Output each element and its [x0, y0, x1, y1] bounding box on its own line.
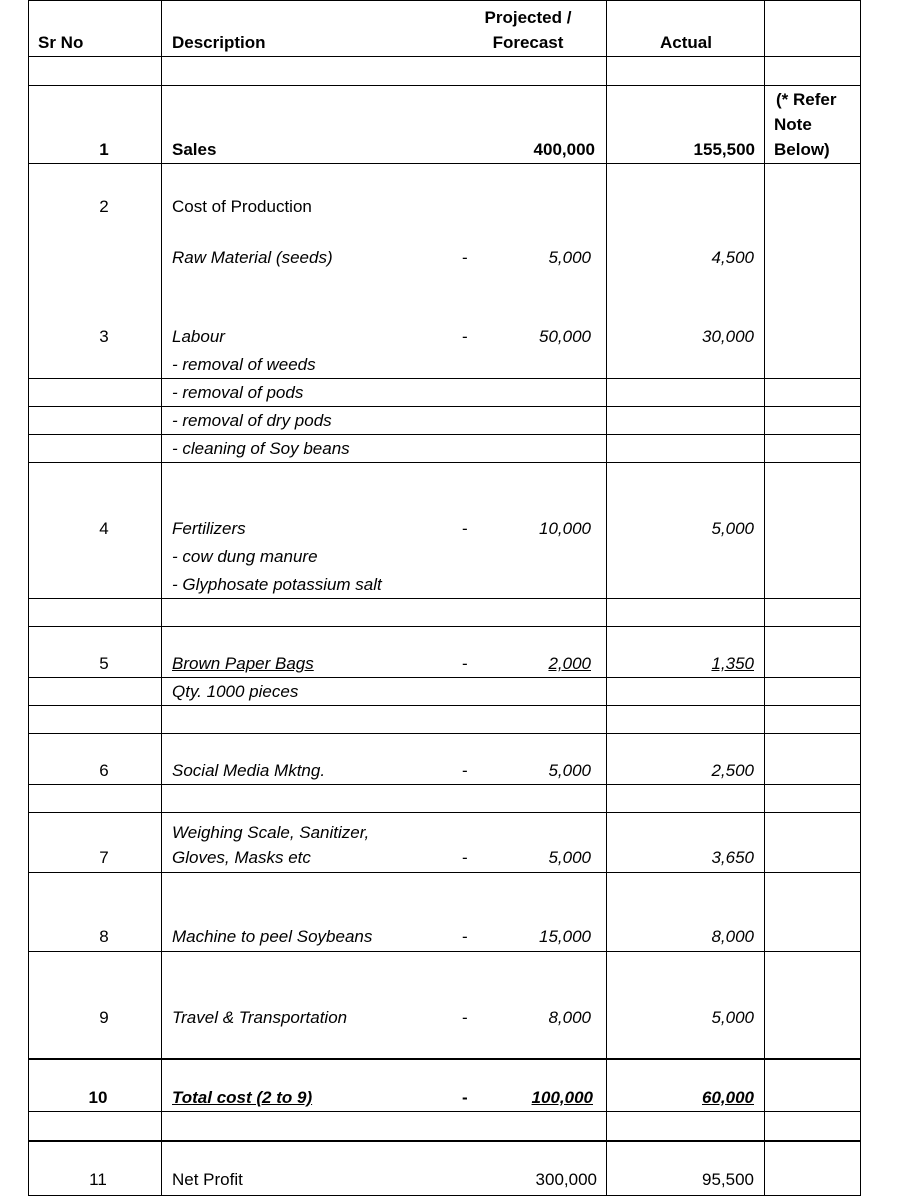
sub-item: - removal of pods: [172, 383, 304, 402]
sub-item: - cleaning of Soy beans: [172, 439, 350, 458]
sr-no: 8: [99, 927, 109, 946]
dash: -: [462, 327, 468, 346]
sub-item: - removal of dry pods: [172, 411, 332, 430]
row-border: [28, 598, 861, 599]
actual-value: 95,500: [702, 1170, 754, 1189]
row-border: [28, 951, 861, 952]
dash: -: [462, 654, 468, 673]
description-line1: Weighing Scale, Sanitizer,: [172, 823, 370, 842]
note-line1: (* Refer: [776, 90, 837, 109]
row-border: [28, 1195, 861, 1196]
actual-value: 2,500: [711, 761, 754, 780]
actual-value: 8,000: [711, 927, 754, 946]
description: Machine to peel Soybeans: [172, 927, 373, 946]
row-border: [28, 784, 861, 785]
projected-value: 10,000: [539, 519, 591, 538]
projected-value: 5,000: [548, 848, 591, 867]
sr-no: 5: [99, 654, 109, 673]
projected-value: 5,000: [548, 761, 591, 780]
row-border: [28, 378, 861, 379]
dash: -: [462, 927, 468, 946]
projected-value: 2,000: [548, 654, 591, 673]
row-border: [28, 0, 861, 1]
row-border: [28, 462, 861, 463]
row-border: [28, 1058, 861, 1060]
projected-value: 100,000: [531, 1088, 593, 1107]
description: Raw Material (seeds): [172, 248, 333, 267]
actual-value: 30,000: [702, 327, 754, 346]
row-border: [28, 163, 861, 164]
projected-value: 15,000: [539, 927, 591, 946]
note-line2: Note: [774, 115, 812, 134]
description: Gloves, Masks etc: [172, 848, 311, 867]
row-border: [28, 812, 861, 813]
row-border: [28, 705, 861, 706]
row-border: [28, 56, 861, 57]
dash: -: [462, 1008, 468, 1027]
row-border: [28, 733, 861, 734]
actual-value: 4,500: [711, 248, 754, 267]
description: Brown Paper Bags: [172, 654, 314, 673]
header-description: Description: [172, 33, 266, 52]
description: Sales: [172, 140, 217, 159]
actual-value: 5,000: [711, 519, 754, 538]
projected-value: 400,000: [533, 140, 595, 159]
row-border: [28, 434, 861, 435]
header-sr-no: Sr No: [38, 33, 84, 52]
projected-value: 300,000: [535, 1170, 597, 1189]
sr-no: 7: [99, 848, 109, 867]
row-border: [28, 406, 861, 407]
sr-no: 1: [99, 140, 109, 159]
actual-value: 5,000: [711, 1008, 754, 1027]
projected-value: 50,000: [539, 327, 591, 346]
header-actual: Actual: [660, 33, 712, 52]
actual-value: 1,350: [711, 654, 754, 673]
actual-value: 3,650: [711, 848, 754, 867]
dash: -: [462, 848, 468, 867]
description: Travel & Transportation: [172, 1008, 348, 1027]
row-border: [28, 872, 861, 873]
dash: -: [462, 1088, 468, 1107]
description: Total cost (2 to 9): [172, 1088, 313, 1107]
row-border: [28, 1111, 861, 1112]
header-projected-line1: Projected /: [484, 8, 572, 27]
dash: -: [462, 761, 468, 780]
note-line3: Below): [774, 140, 830, 159]
dash: -: [462, 248, 468, 267]
sr-no: 3: [99, 327, 109, 346]
description: Cost of Production: [172, 197, 312, 216]
header-projected-line2: Forecast: [492, 33, 564, 52]
row-border: [28, 1140, 861, 1142]
dash: -: [462, 519, 468, 538]
sr-no: 9: [99, 1008, 109, 1027]
sr-no: 4: [99, 519, 109, 538]
projected-value: 5,000: [548, 248, 591, 267]
projected-value: 8,000: [548, 1008, 591, 1027]
actual-value: 155,500: [693, 140, 755, 159]
sr-no: 2: [99, 197, 109, 216]
row-border: [28, 85, 861, 86]
description: Net Profit: [172, 1170, 243, 1189]
sr-no: 11: [89, 1170, 107, 1189]
description: Fertilizers: [172, 519, 246, 538]
actual-value: 60,000: [702, 1088, 754, 1107]
row-border: [28, 677, 861, 678]
description: Social Media Mktng.: [172, 761, 326, 780]
row-border: [28, 626, 861, 627]
sr-no: 6: [99, 761, 109, 780]
sr-no: 10: [88, 1088, 108, 1107]
sub-item: - removal of weeds: [172, 355, 316, 374]
sub-item: - Glyphosate potassium salt: [172, 575, 382, 594]
description: Labour: [172, 327, 225, 346]
sub-item: Qty. 1000 pieces: [172, 682, 299, 701]
sub-item: - cow dung manure: [172, 547, 318, 566]
